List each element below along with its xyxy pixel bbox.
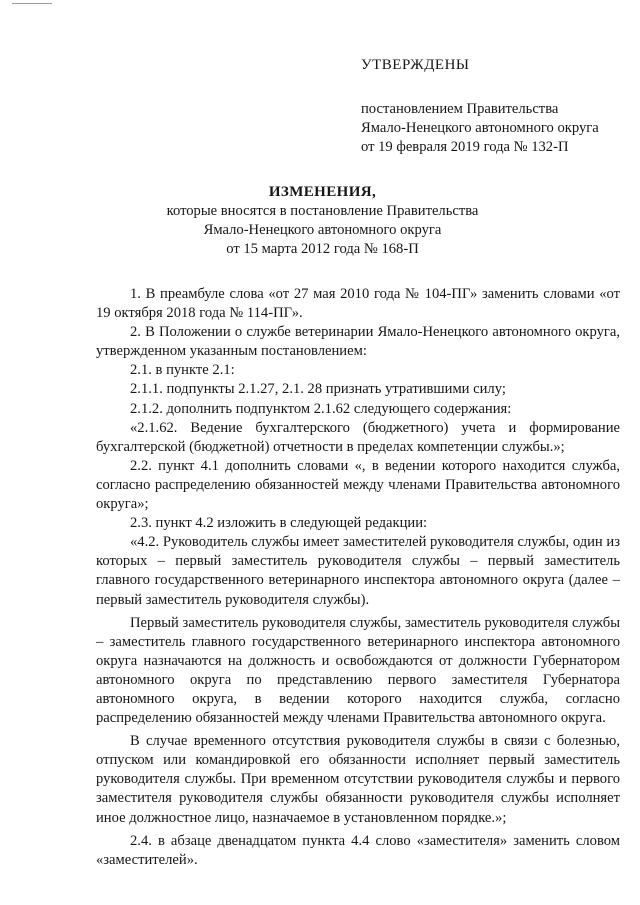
paragraph-2-2: 2.2. пункт 4.1 дополнить словами «, в ведении которого находится служба, согласно распределению обязанностей между членами Правительства автономного округа»; — [96, 457, 620, 513]
document-body — [96, 285, 620, 870]
paragraph-2-4: 2.4. в абзаце двенадцатом пункта 4.4 слово «заместителя» заменить словом «заместителей». — [96, 832, 620, 868]
paragraph-2-1-2: 2.1.2. дополнить подпунктом 2.1.62 следующего содержания: — [130, 400, 512, 417]
paragraph-first-deputy: Первый заместитель руководителя службы, заместитель руководителя службы – заместитель главного государственного ветеринарного инспектора автономного округа назначаются на должность и освобождаются от должности Губернатором автономного округа по представлению первого заместителя Губернатора автономного округа, в ведении которого находится служба, согласно распределению обязанностей между членами Правительства автономного округа. — [96, 614, 620, 727]
paragraph-2-1-62: «2.1.62. Ведение бухгалтерского (бюджетного) учета и формирование бухгалтерской (бюджетной) отчетности в пределах компетенции службы.»; — [96, 419, 620, 455]
approval-line: постановлением Правительства — [361, 101, 559, 117]
approval-line: от 19 февраля 2019 года № 132-П — [361, 139, 569, 155]
changes-subtitle-line: от 15 марта 2012 года № 168-П — [226, 241, 419, 257]
paragraph-2-1: 2.1. в пункте 2.1: — [130, 362, 235, 379]
paragraph-2: 2. В Положении о службе ветеринарии Ямало-Ненецкого автономного округа, утвержденном указанным постановлением: — [96, 324, 620, 360]
paragraph-2-3: 2.3. пункт 4.2 изложить в следующей редакции: — [130, 515, 428, 532]
paragraph-1: 1. В преамбуле слова «от 27 мая 2010 года № 104-ПГ» заменить словами «от 19 октября 2018 года № 114-ПГ». — [96, 286, 620, 322]
changes-heading: ИЗМЕНЕНИЯ, — [268, 184, 377, 200]
corner-mark — [12, 3, 52, 4]
changes-title-block — [60, 183, 585, 259]
changes-subtitle-line: которые вносятся в постановление Правительства — [166, 203, 479, 219]
approved-heading: УТВЕРЖДЕНЫ — [361, 57, 470, 73]
approval-line: Ямало-Ненецкого автономного округа — [361, 120, 599, 136]
paragraph-4-2: «4.2. Руководитель службы имеет заместителей руководителя службы, один из которых – первый заместитель руководителя службы – первый заместитель главного государственного ветеринарного инспектора автономного округа (далее – первый заместитель руководителя службы). — [96, 534, 620, 608]
paragraph-2-1-1: 2.1.1. подпункты 2.1.27, 2.1. 28 признать утратившими силу; — [130, 381, 506, 398]
paragraph-temporary-absence: В случае временного отсутствия руководителя службы в связи с болезнью, отпуском или командировкой его обязанности исполняет первый заместитель руководителя службы. При временном отсутствии руководителя службы и первого заместителя руководителя службы обязанности руководителя службы исполняет иное должностное лицо, назначаемое в установленном порядке.»; — [96, 733, 620, 826]
changes-subtitle-line: Ямало-Ненецкого автономного округа — [203, 222, 442, 238]
approval-block — [361, 56, 631, 157]
